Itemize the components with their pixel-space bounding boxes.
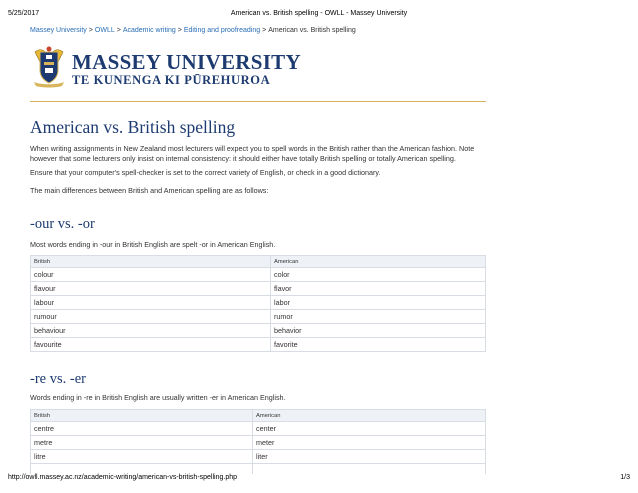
spell-checker-paragraph: Ensure that your computer's spell-checker is set to the correct variety of English, or check in a good dictionary. bbox=[30, 168, 381, 177]
table-header-row bbox=[31, 256, 486, 268]
print-url: http://owll.massey.ac.nz/academic-writing/american-vs-british-spelling.php bbox=[8, 474, 238, 481]
british-cell: metre bbox=[31, 436, 253, 450]
massey-logo[interactable] bbox=[30, 44, 301, 90]
american-cell: labor bbox=[271, 296, 486, 310]
table-row bbox=[31, 422, 486, 436]
intro-paragraph: When writing assignments in New Zealand most lecturers will expect you to spell words in the British rather than the American fashion. Note however that some lecturers only insist on internal consistency: it should either have totally British spelling or totally American spelling. bbox=[30, 144, 475, 163]
table-row bbox=[31, 450, 486, 464]
breadcrumb-separator: > bbox=[88, 27, 93, 34]
table-row bbox=[31, 268, 486, 282]
table-row bbox=[31, 338, 486, 352]
british-cell: labour bbox=[31, 296, 271, 310]
british-cell: behaviour bbox=[31, 324, 271, 338]
university-maori-name: TE KUNENGA KI PŪREHUROA bbox=[72, 73, 271, 87]
table-row bbox=[31, 436, 486, 450]
spelling-table-our-or bbox=[30, 255, 486, 352]
table-row bbox=[31, 282, 486, 296]
british-cell: colour bbox=[31, 268, 271, 282]
breadcrumb-link-editing[interactable]: Editing and proofreading bbox=[183, 27, 261, 34]
british-cell: flavour bbox=[31, 282, 271, 296]
section-description-re-er: Words ending in -re in British English are usually written -er in American English. bbox=[30, 393, 286, 402]
page-title: American vs. British spelling bbox=[30, 117, 236, 137]
american-cell: flavor bbox=[271, 282, 486, 296]
print-date: 5/25/2017 bbox=[8, 10, 40, 17]
column-header-american: American bbox=[253, 410, 486, 422]
breadcrumb-current: American vs. British spelling bbox=[268, 27, 356, 34]
spelling-table-re-er bbox=[30, 409, 486, 478]
section-heading-our-or: -our vs. -or bbox=[30, 216, 95, 232]
breadcrumb-separator: > bbox=[262, 27, 267, 34]
print-header bbox=[8, 10, 630, 22]
breadcrumb-separator: > bbox=[177, 27, 182, 34]
breadcrumb-link-massey[interactable]: Massey University bbox=[30, 27, 87, 34]
american-cell: meter bbox=[253, 436, 486, 450]
american-cell: liter bbox=[253, 450, 486, 464]
american-cell: color bbox=[271, 268, 486, 282]
breadcrumb-link-owll[interactable]: OWLL bbox=[94, 27, 115, 34]
table-row bbox=[31, 324, 486, 338]
section-heading-re-er: -re vs. -er bbox=[30, 371, 86, 387]
university-crest-icon bbox=[30, 44, 68, 88]
american-cell: rumor bbox=[271, 310, 486, 324]
column-header-british: British bbox=[31, 410, 253, 422]
british-cell: litre bbox=[31, 450, 253, 464]
british-cell: favourite bbox=[31, 338, 271, 352]
table-row bbox=[31, 310, 486, 324]
page-number: 1/3 bbox=[620, 474, 630, 481]
breadcrumb-link-academic-writing[interactable]: Academic writing bbox=[122, 27, 176, 34]
differences-intro-paragraph: The main differences between British and American spelling are as follows: bbox=[30, 186, 269, 195]
section-description-our-or: Most words ending in -our in British English are spelt -or in American English. bbox=[30, 240, 276, 249]
university-name: MASSEY UNIVERSITY bbox=[72, 50, 301, 74]
breadcrumb bbox=[30, 27, 356, 34]
table-row bbox=[31, 296, 486, 310]
american-cell: favorite bbox=[271, 338, 486, 352]
table-header-row bbox=[31, 410, 486, 422]
american-cell: behavior bbox=[271, 324, 486, 338]
breadcrumb-separator: > bbox=[116, 27, 121, 34]
header-divider bbox=[30, 101, 486, 102]
british-cell: centre bbox=[31, 422, 253, 436]
american-cell: center bbox=[253, 422, 486, 436]
column-header-american: American bbox=[271, 256, 486, 268]
british-cell: rumour bbox=[31, 310, 271, 324]
column-header-british: British bbox=[31, 256, 271, 268]
print-page-title: American vs. British spelling - OWLL - Massey University bbox=[230, 10, 408, 17]
print-footer bbox=[8, 474, 630, 484]
